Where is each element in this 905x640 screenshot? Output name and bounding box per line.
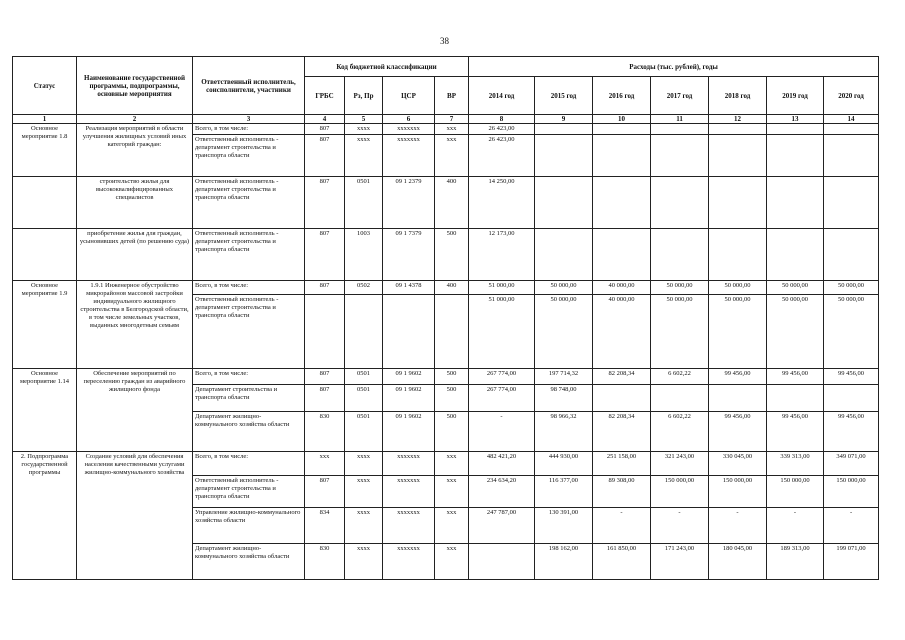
table-row [13,452,879,476]
value-2014-cell: 267 774,00 [469,385,535,412]
executor-cell: Ответственный исполнитель - департамент строительства и транспорта области [193,295,305,369]
executor-cell: Ответственный исполнитель - департамент строительства и транспорта области [193,135,305,177]
grbs-cell: 807 [305,135,345,177]
measure-name-cell: приобретение жилья для граждан, усыновивших детей (по решению суда) [77,229,193,281]
value-2017-cell: 50 000,00 [651,281,709,295]
rzpr-cell: хххх [345,476,383,508]
vr-cell: 500 [435,369,469,385]
column-number: 14 [824,115,879,124]
value-2016-cell: 251 158,00 [593,452,651,476]
grbs-cell: 830 [305,412,345,452]
grbs-cell: 807 [305,369,345,385]
column-number: 5 [345,115,383,124]
value-2019-cell: 50 000,00 [767,295,824,369]
value-2017-cell: 50 000,00 [651,295,709,369]
vr-cell: ххх [435,544,469,580]
value-2018-cell: 150 000,00 [709,476,767,508]
column-number: 4 [305,115,345,124]
value-2020-cell [824,229,879,281]
rzpr-cell: хххх [345,544,383,580]
value-2019-cell: 150 000,00 [767,476,824,508]
value-2016-cell: 82 208,34 [593,369,651,385]
rzpr-cell: 1003 [345,229,383,281]
column-number: 10 [593,115,651,124]
value-2017-cell: 321 243,00 [651,452,709,476]
executor-cell: Ответственный исполнитель - департамент строительства и транспорта области [193,476,305,508]
value-2019-cell: 50 000,00 [767,281,824,295]
value-2015-cell [535,135,593,177]
header-year-2017: 2017 год [651,77,709,115]
value-2016-cell [593,229,651,281]
value-2019-cell [767,124,824,135]
vr-cell: ххх [435,124,469,135]
status-cell [13,177,77,229]
table-row [13,281,879,295]
value-2020-cell: 150 000,00 [824,476,879,508]
grbs-cell: 807 [305,476,345,508]
executor-cell: Всего, в том числе: [193,369,305,385]
table-row [13,369,879,385]
grbs-cell: 830 [305,544,345,580]
header-vr: ВР [435,77,469,115]
column-number: 7 [435,115,469,124]
csr-cell: 09 1 4378 [383,281,435,295]
executor-cell: Департамент строительства и транспорта области [193,385,305,412]
rzpr-cell: 0501 [345,177,383,229]
value-2015-cell [535,229,593,281]
csr-cell: 09 1 9602 [383,412,435,452]
header-year-2020: 2020 год [824,77,879,115]
measure-name-cell: Реализация мероприятий в области улучшения жилищных условий иных категорий граждан: [77,124,193,177]
value-2017-cell: 6 602,22 [651,369,709,385]
rzpr-cell: 0502 [345,281,383,295]
value-2014-cell: 234 634,20 [469,476,535,508]
value-2014-cell: 12 173,00 [469,229,535,281]
column-number: 12 [709,115,767,124]
column-number: 8 [469,115,535,124]
grbs-cell: 807 [305,385,345,412]
header-year-2018: 2018 год [709,77,767,115]
value-2015-cell: 98 966,32 [535,412,593,452]
value-2016-cell: 161 850,00 [593,544,651,580]
value-2015-cell: 444 930,00 [535,452,593,476]
value-2018-cell: 50 000,00 [709,295,767,369]
header-year-2015: 2015 год [535,77,593,115]
value-2016-cell: 89 308,00 [593,476,651,508]
rzpr-cell: 0501 [345,369,383,385]
value-2014-cell [469,544,535,580]
measure-name-cell: 1.9.1 Инженерное обустройство микрорайонов массовой застройки индивидуального жилищного строительства в Белгородской области, в том числе земельных участков, выданных многодетным семьям [77,281,193,369]
value-2020-cell: 349 071,00 [824,452,879,476]
header-year-2019: 2019 год [767,77,824,115]
value-2018-cell [709,385,767,412]
value-2018-cell [709,177,767,229]
column-number: 2 [77,115,193,124]
executor-cell: Департамент жилищно-коммунального хозяйства области [193,544,305,580]
value-2019-cell [767,135,824,177]
table-row [13,124,879,135]
vr-cell: 500 [435,385,469,412]
csr-cell: ххххххх [383,476,435,508]
vr-cell: 400 [435,281,469,295]
csr-cell: ххххххх [383,544,435,580]
value-2015-cell: 50 000,00 [535,281,593,295]
csr-cell: ххххххх [383,135,435,177]
status-cell [13,229,77,281]
csr-cell: 09 1 7379 [383,229,435,281]
value-2020-cell [824,177,879,229]
value-2019-cell: 189 313,00 [767,544,824,580]
status-cell: Основное мероприятие 1.9 [13,281,77,369]
header-name: Наименование государственной программы, подпрограммы, основные мероприятия [77,57,193,115]
executor-cell: Управление жилищно-коммунального хозяйства области [193,508,305,544]
value-2018-cell: 99 456,00 [709,412,767,452]
value-2019-cell: - [767,508,824,544]
value-2016-cell: 40 000,00 [593,281,651,295]
value-2020-cell [824,135,879,177]
value-2016-cell: 82 208,34 [593,412,651,452]
status-cell: Основное мероприятие 1.14 [13,369,77,452]
column-number: 11 [651,115,709,124]
header-year-2016: 2016 год [593,77,651,115]
header-executor: Ответственный исполнитель, соисполнители, участники [193,57,305,115]
column-number: 1 [13,115,77,124]
page-number: 38 [440,36,449,46]
value-2016-cell: 40 000,00 [593,295,651,369]
value-2017-cell: 6 602,22 [651,412,709,452]
value-2015-cell: 198 162,00 [535,544,593,580]
executor-cell: Ответственный исполнитель - департамент строительства и транспорта области [193,229,305,281]
rzpr-cell: хххх [345,452,383,476]
value-2018-cell [709,135,767,177]
value-2016-cell [593,135,651,177]
value-2017-cell: 171 243,00 [651,544,709,580]
grbs-cell [305,295,345,369]
value-2019-cell [767,385,824,412]
value-2020-cell: 50 000,00 [824,281,879,295]
budget-table [12,56,879,580]
header-status: Статус [13,57,77,115]
value-2014-cell: 267 774,00 [469,369,535,385]
grbs-cell: ххх [305,452,345,476]
value-2015-cell [535,177,593,229]
executor-cell: Департамент жилищно-коммунального хозяйства области [193,412,305,452]
csr-cell [383,295,435,369]
value-2018-cell: 330 045,00 [709,452,767,476]
value-2017-cell: 150 000,00 [651,476,709,508]
measure-name-cell: строительство жилья для высококвалифицированных специалистов [77,177,193,229]
value-2016-cell: - [593,508,651,544]
grbs-cell: 807 [305,281,345,295]
vr-cell: ххх [435,135,469,177]
value-2014-cell: 51 000,00 [469,281,535,295]
value-2018-cell: 99 456,00 [709,369,767,385]
value-2018-cell [709,124,767,135]
value-2015-cell [535,124,593,135]
rzpr-cell: 0501 [345,385,383,412]
header-budget-code: Код бюджетной классификации [305,57,469,77]
executor-cell: Всего, в том числе: [193,281,305,295]
rzpr-cell: 0501 [345,412,383,452]
value-2016-cell [593,124,651,135]
grbs-cell: 834 [305,508,345,544]
vr-cell: 400 [435,177,469,229]
value-2020-cell: 199 071,00 [824,544,879,580]
csr-cell: 09 1 9602 [383,369,435,385]
grbs-cell: 807 [305,229,345,281]
value-2017-cell [651,124,709,135]
value-2019-cell: 99 456,00 [767,412,824,452]
value-2015-cell: 197 714,32 [535,369,593,385]
column-number: 6 [383,115,435,124]
csr-cell: 09 1 2379 [383,177,435,229]
table-row [13,229,879,281]
column-number-row [13,115,879,124]
value-2015-cell: 50 000,00 [535,295,593,369]
value-2014-cell: 26 423,00 [469,135,535,177]
value-2014-cell: 26 423,00 [469,124,535,135]
value-2019-cell [767,229,824,281]
executor-cell: Всего, в том числе: [193,452,305,476]
column-number: 13 [767,115,824,124]
value-2014-cell: 51 000,00 [469,295,535,369]
rzpr-cell: хххх [345,124,383,135]
value-2016-cell [593,177,651,229]
column-number: 9 [535,115,593,124]
csr-cell: ххххххх [383,508,435,544]
value-2020-cell: - [824,508,879,544]
vr-cell: ххх [435,508,469,544]
value-2020-cell: 50 000,00 [824,295,879,369]
value-2018-cell: 50 000,00 [709,281,767,295]
column-number: 3 [193,115,305,124]
value-2014-cell: 482 421,20 [469,452,535,476]
table-row [13,177,879,229]
header-expenses: Расходы (тыс. рублей), годы [469,57,879,77]
vr-cell: ххх [435,476,469,508]
value-2017-cell [651,177,709,229]
vr-cell [435,295,469,369]
value-2019-cell: 339 313,00 [767,452,824,476]
header-grbs: ГРБС [305,77,345,115]
value-2020-cell: 99 456,00 [824,369,879,385]
csr-cell: ххххххх [383,124,435,135]
vr-cell: 500 [435,229,469,281]
value-2017-cell [651,385,709,412]
grbs-cell: 807 [305,124,345,135]
rzpr-cell: хххх [345,135,383,177]
value-2015-cell: 116 377,00 [535,476,593,508]
value-2015-cell: 130 391,00 [535,508,593,544]
grbs-cell: 807 [305,177,345,229]
value-2018-cell [709,229,767,281]
csr-cell: ххххххх [383,452,435,476]
value-2015-cell: 98 748,00 [535,385,593,412]
value-2020-cell [824,124,879,135]
value-2019-cell: 99 456,00 [767,369,824,385]
value-2017-cell [651,229,709,281]
value-2020-cell [824,385,879,412]
value-2014-cell: 14 250,00 [469,177,535,229]
status-cell: Основное мероприятие 1.8 [13,124,77,177]
rzpr-cell [345,295,383,369]
csr-cell: 09 1 9602 [383,385,435,412]
value-2019-cell [767,177,824,229]
vr-cell: 500 [435,412,469,452]
value-2016-cell [593,385,651,412]
measure-name-cell: Обеспечение мероприятий по переселению граждан из аварийного жилищного фонда [77,369,193,452]
header-csr: ЦСР [383,77,435,115]
header-year-2014: 2014 год [469,77,535,115]
executor-cell: Ответственный исполнитель - департамент строительства и транспорта области [193,177,305,229]
value-2017-cell [651,135,709,177]
value-2020-cell: 99 456,00 [824,412,879,452]
value-2014-cell: 247 787,00 [469,508,535,544]
measure-name-cell: Создание условий для обеспечения населения качественными услугами жилищно-коммунального хозяйства [77,452,193,580]
header-rzpr: Рз, Пр [345,77,383,115]
value-2014-cell: - [469,412,535,452]
executor-cell: Всего, в том числе: [193,124,305,135]
value-2018-cell: 180 045,00 [709,544,767,580]
value-2018-cell: - [709,508,767,544]
status-cell: 2. Подпрограмма государственной программы [13,452,77,580]
rzpr-cell: хххх [345,508,383,544]
value-2017-cell: - [651,508,709,544]
vr-cell: ххх [435,452,469,476]
